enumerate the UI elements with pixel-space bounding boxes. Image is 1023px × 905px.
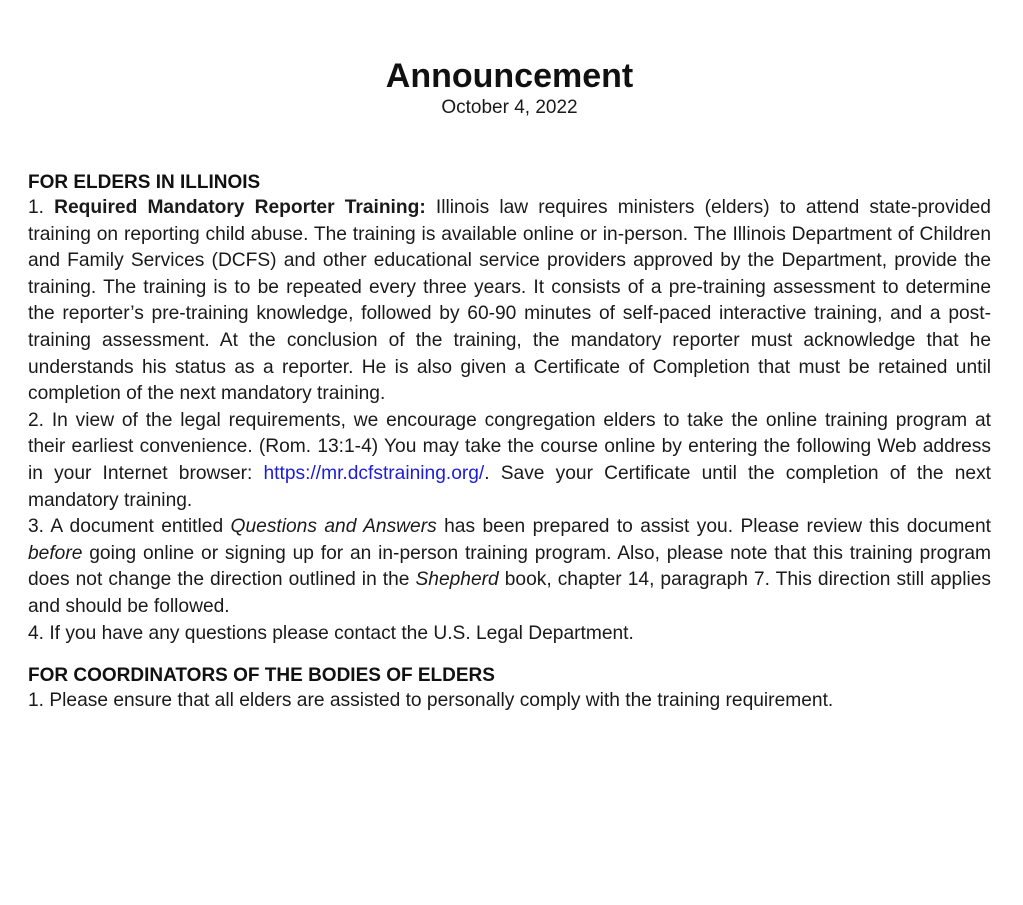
elders-item-3-part-2: has been prepared to assist you. Please review this document (436, 516, 991, 538)
elders-item-2-text-before: 2. In view of the legal requirements, we encourage congregation elders to take the online training program at their earliest convenience. (Rom. 13:1-4) You may take the course online by entering the following Web address in your Internet browser: (28, 409, 991, 484)
elders-item-3-italic-1: Questions and Answers (230, 516, 437, 538)
elders-section-heading: FOR ELDERS IN ILLINOIS (28, 172, 261, 193)
coordinators-section-heading: FOR COORDINATORS OF THE BODIES OF ELDERS (28, 665, 495, 687)
elders-item-3-part-4: book, chapter 14, paragraph 7. This direction still applies and should be followed. (28, 569, 991, 617)
elders-item-2 (28, 408, 991, 514)
elders-item-3-italic-3: Shepherd (415, 569, 499, 591)
elders-item-3-italic-2: before (28, 542, 83, 564)
elders-item-3-part-3: going online or signing up for an in-person training program. Also, please note that this training program does not change the direction outlined in the (28, 542, 991, 591)
elders-item-1 (28, 195, 991, 408)
elders-item-3 (28, 514, 991, 620)
document-date: October 4, 2022 (441, 97, 578, 118)
coordinators-item-1: 1. Please ensure that all elders are assisted to personally comply with the training requirement. (28, 690, 834, 712)
elders-item-1-text: Illinois law requires ministers (elders) to attend state-provided training on reporting child abuse. The training is available online or in-person. The Illinois Department of Children and Family Services (DCFS) and other educational service providers approved by the Department, provide the training. The training is to be repeated every three years. It consists of a pre-training assessment to determine the reporter’s pre-training knowledge, followed by 60-90 minutes of self-paced interactive training, and a post-training assessment. At the conclusion of the training, the mandatory reporter must acknowledge that he understands his status as a reporter. He is also given a Certificate of Completion that must be retained until completion of the next mandatory training. (28, 197, 991, 405)
dcfs-training-link[interactable]: https://mr.dcfstraining.org/ (263, 462, 485, 484)
elders-item-2-text-after: . Save your Certificate until the completion of the next mandatory training. (28, 462, 991, 511)
elders-item-3-part-1: 3. A document entitled (28, 516, 231, 538)
document-title: Announcement (385, 57, 634, 95)
elders-item-1-number: 1. (28, 197, 45, 218)
elders-item-4: 4. If you have any questions please contact the U.S. Legal Department. (28, 622, 634, 644)
elders-item-1-lead: Required Mandatory Reporter Training: (54, 197, 426, 218)
